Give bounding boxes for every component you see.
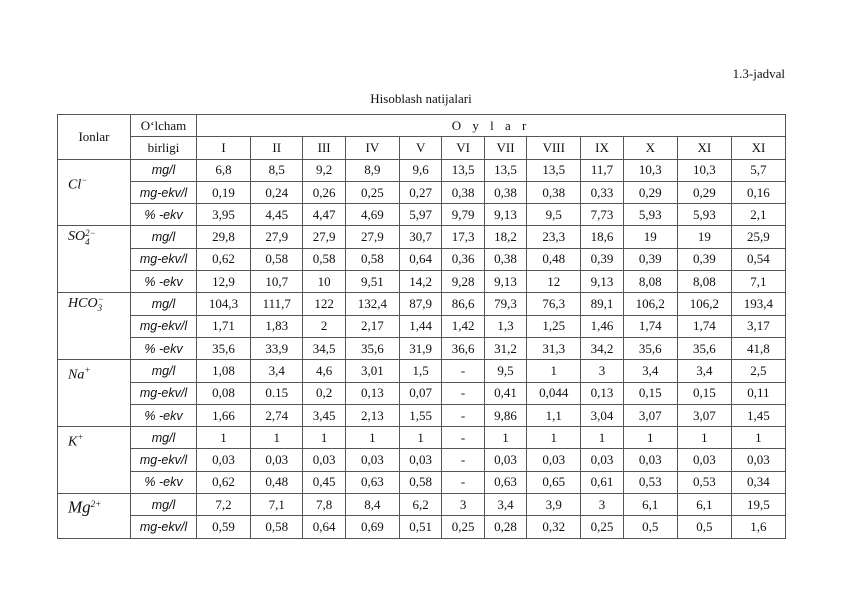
value-cell: 0,32 [527,516,581,538]
value-cell: 0,28 [484,516,526,538]
unit-cell: % -ekv [131,204,197,226]
ion-subscript: 4 [85,236,90,247]
value-cell: 33,9 [251,337,303,359]
value-cell: 1,25 [527,315,581,337]
value-cell: 1 [731,427,785,449]
value-cell: 1 [197,427,251,449]
value-cell: 0,59 [197,516,251,538]
value-cell: 0,11 [731,382,785,404]
ion-label [58,293,131,360]
value-cell: 5,97 [399,204,441,226]
value-cell: 0,03 [581,449,623,471]
ion-symbol: SO [68,229,86,245]
unit-cell: mg/l [131,159,197,181]
value-cell: 3,07 [677,404,731,426]
unit-cell: mg-ekv/l [131,516,197,538]
value-cell: 0,29 [677,181,731,203]
unit-cell: mg/l [131,360,197,382]
value-cell: 2 [303,315,345,337]
value-cell: 0,13 [345,382,399,404]
value-cell: 122 [303,293,345,315]
value-cell: 0,25 [442,516,484,538]
value-cell: - [442,471,484,493]
value-cell: 3 [442,494,484,516]
ion-symbol: K [68,434,78,450]
value-cell: 0,38 [484,248,526,270]
ion-symbol: Cl [68,176,82,192]
value-cell: 0,07 [399,382,441,404]
value-cell: 0,64 [303,516,345,538]
value-cell: 0,03 [484,449,526,471]
value-cell: 0,27 [399,181,441,203]
table-row [58,516,786,538]
value-cell: 0,39 [677,248,731,270]
value-cell: 0,58 [251,248,303,270]
value-cell: 0,58 [251,516,303,538]
value-cell: 9,13 [484,204,526,226]
value-cell: 104,3 [197,293,251,315]
value-cell: 1,83 [251,315,303,337]
value-cell: 0,044 [527,382,581,404]
value-cell: 1 [345,427,399,449]
ion-charge: − [97,294,104,305]
value-cell: 19 [623,226,677,248]
value-cell: 0,48 [527,248,581,270]
value-cell: 1 [527,427,581,449]
value-cell: 0,63 [484,471,526,493]
value-cell: 0,29 [623,181,677,203]
value-cell: 4,47 [303,204,345,226]
value-cell: 86,6 [442,293,484,315]
value-cell: 1,3 [484,315,526,337]
value-cell: 9,13 [484,271,526,293]
table-caption: Hisoblash natijalari [370,91,472,106]
value-cell: 1 [251,427,303,449]
value-cell: 35,6 [623,337,677,359]
value-cell: 12 [527,271,581,293]
value-cell: 2,5 [731,360,785,382]
value-cell: 12,9 [197,271,251,293]
value-cell: 0,5 [623,516,677,538]
ion-symbol: Mg [68,497,91,517]
value-cell: 1,71 [197,315,251,337]
header-month: II [251,137,303,159]
value-cell: 0,65 [527,471,581,493]
value-cell: 41,8 [731,337,785,359]
unit-cell: mg/l [131,427,197,449]
value-cell: 2,1 [731,204,785,226]
table-row [58,427,786,449]
value-cell: 106,2 [677,293,731,315]
ion-label [58,159,131,226]
unit-cell: mg-ekv/l [131,382,197,404]
header-unit-line1: O‘lcham [131,115,197,137]
value-cell: 9,28 [442,271,484,293]
value-cell: 0,54 [731,248,785,270]
value-cell: 3,04 [581,404,623,426]
value-cell: 14,2 [399,271,441,293]
value-cell: 0,03 [731,449,785,471]
unit-cell: % -ekv [131,471,197,493]
table-row [58,271,786,293]
ion-symbol: Na [68,367,85,383]
unit-cell: mg-ekv/l [131,449,197,471]
value-cell: 0,03 [677,449,731,471]
value-cell: 1 [677,427,731,449]
value-cell: 3,45 [303,404,345,426]
value-cell: 0,45 [303,471,345,493]
value-cell: 6,2 [399,494,441,516]
value-cell: 3,4 [251,360,303,382]
table-row [58,449,786,471]
value-cell: 0,15 [623,382,677,404]
value-cell: 89,1 [581,293,623,315]
value-cell: 76,3 [527,293,581,315]
value-cell: 35,6 [197,337,251,359]
header-unit-line2: birligi [131,137,197,159]
value-cell: - [442,404,484,426]
value-cell: 3,01 [345,360,399,382]
value-cell: 1,08 [197,360,251,382]
value-cell: 111,7 [251,293,303,315]
value-cell: 3,4 [677,360,731,382]
ion-label [58,494,131,539]
value-cell: 3,95 [197,204,251,226]
value-cell: 0,03 [399,449,441,471]
header-month: XI [731,137,785,159]
value-cell: 6,1 [623,494,677,516]
value-cell: 34,5 [303,337,345,359]
value-cell: 1 [303,427,345,449]
value-cell: 9,86 [484,404,526,426]
value-cell: 9,5 [484,360,526,382]
unit-cell: mg/l [131,293,197,315]
header-month: IX [581,137,623,159]
table-row [58,404,786,426]
value-cell: 0,24 [251,181,303,203]
value-cell: 2,13 [345,404,399,426]
ion-charge: 2+ [90,499,102,510]
value-cell: 25,9 [731,226,785,248]
value-cell: 1,55 [399,404,441,426]
value-cell: 0,38 [484,181,526,203]
unit-cell: mg-ekv/l [131,181,197,203]
value-cell: 5,93 [623,204,677,226]
value-cell: 0,48 [251,471,303,493]
ion-label [58,226,131,293]
value-cell: 3,4 [484,494,526,516]
value-cell: 1,5 [399,360,441,382]
value-cell: 31,3 [527,337,581,359]
value-cell: 0,53 [623,471,677,493]
value-cell: 0,62 [197,471,251,493]
value-cell: 1 [581,427,623,449]
table-row [58,337,786,359]
value-cell: 0,51 [399,516,441,538]
value-cell: 9,5 [527,204,581,226]
header-ions: Ionlar [58,115,131,160]
value-cell: 0,16 [731,181,785,203]
value-cell: 0,08 [197,382,251,404]
value-cell: 1 [623,427,677,449]
unit-cell: mg/l [131,226,197,248]
ion-charge: + [77,432,84,443]
value-cell: - [442,382,484,404]
value-cell: 34,2 [581,337,623,359]
table-row [58,494,786,516]
unit-cell: % -ekv [131,404,197,426]
value-cell: 3,4 [623,360,677,382]
value-cell: 17,3 [442,226,484,248]
header-month: X [623,137,677,159]
table-row [58,204,786,226]
value-cell: 0,03 [623,449,677,471]
value-cell: 132,4 [345,293,399,315]
ion-charge: + [84,365,91,376]
value-cell: 3,9 [527,494,581,516]
table-row [58,248,786,270]
value-cell: 9,2 [303,159,345,181]
value-cell: 10,3 [623,159,677,181]
value-cell: 29,8 [197,226,251,248]
value-cell: 10 [303,271,345,293]
value-cell: 0,63 [345,471,399,493]
header-month: VI [442,137,484,159]
value-cell: 30,7 [399,226,441,248]
value-cell: 4,45 [251,204,303,226]
value-cell: 0,5 [677,516,731,538]
value-cell: 1,66 [197,404,251,426]
value-cell: 11,7 [581,159,623,181]
value-cell: 1,46 [581,315,623,337]
value-cell: 31,2 [484,337,526,359]
value-cell: 3,07 [623,404,677,426]
ion-subscript: 3 [97,303,103,314]
table-row [58,181,786,203]
value-cell: 193,4 [731,293,785,315]
value-cell: 0,38 [442,181,484,203]
value-cell: 1 [484,427,526,449]
table-row [58,382,786,404]
value-cell: 8,08 [623,271,677,293]
value-cell: 0,58 [345,248,399,270]
value-cell: 0,15 [677,382,731,404]
table-row [58,159,786,181]
value-cell: 0,2 [303,382,345,404]
value-cell: 4,6 [303,360,345,382]
header-month: IV [345,137,399,159]
value-cell: 2,17 [345,315,399,337]
value-cell: 106,2 [623,293,677,315]
header-month: III [303,137,345,159]
value-cell: 10,7 [251,271,303,293]
value-cell: 0,03 [345,449,399,471]
value-cell: 27,9 [251,226,303,248]
unit-cell: % -ekv [131,337,197,359]
value-cell: 6,1 [677,494,731,516]
value-cell: 13,5 [442,159,484,181]
ion-label [58,360,131,427]
value-cell: 35,6 [677,337,731,359]
header-month: VII [484,137,526,159]
value-cell: 8,9 [345,159,399,181]
value-cell: 0,38 [527,181,581,203]
header-month: V [399,137,441,159]
value-cell: 0,25 [581,516,623,538]
value-cell: 1 [527,360,581,382]
value-cell: 35,6 [345,337,399,359]
header-month: I [197,137,251,159]
value-cell: 6,8 [197,159,251,181]
value-cell: 27,9 [303,226,345,248]
value-cell: 7,8 [303,494,345,516]
value-cell: 8,08 [677,271,731,293]
value-cell: 13,5 [527,159,581,181]
value-cell: 18,6 [581,226,623,248]
value-cell: 10,3 [677,159,731,181]
value-cell: 3,17 [731,315,785,337]
value-cell: 7,2 [197,494,251,516]
value-cell: 0,58 [399,471,441,493]
ion-symbol: HCO [68,296,98,312]
value-cell: 18,2 [484,226,526,248]
value-cell: 1,1 [527,404,581,426]
value-cell: 1,6 [731,516,785,538]
ion-label [58,427,131,494]
value-cell: 0,36 [442,248,484,270]
value-cell: - [442,360,484,382]
value-cell: 27,9 [345,226,399,248]
value-cell: 87,9 [399,293,441,315]
value-cell: 9,13 [581,271,623,293]
value-cell: 9,6 [399,159,441,181]
value-cell: 19 [677,226,731,248]
value-cell: 7,73 [581,204,623,226]
table-row [58,471,786,493]
value-cell: 1 [399,427,441,449]
value-cell: 8,5 [251,159,303,181]
value-cell: - [442,449,484,471]
value-cell: 7,1 [731,271,785,293]
unit-cell: % -ekv [131,271,197,293]
value-cell: 0,25 [345,181,399,203]
value-cell: 0,39 [623,248,677,270]
value-cell: 1,44 [399,315,441,337]
unit-cell: mg/l [131,494,197,516]
value-cell: 0,41 [484,382,526,404]
value-cell: 9,79 [442,204,484,226]
value-cell: 3 [581,360,623,382]
table-row [58,226,786,248]
value-cell: 0,53 [677,471,731,493]
value-cell: 5,93 [677,204,731,226]
value-cell: 0,61 [581,471,623,493]
value-cell: 0,62 [197,248,251,270]
value-cell: 7,1 [251,494,303,516]
value-cell: 1,74 [623,315,677,337]
value-cell: 8,4 [345,494,399,516]
value-cell: 4,69 [345,204,399,226]
value-cell: 1,45 [731,404,785,426]
value-cell: 36,6 [442,337,484,359]
value-cell: 0,03 [197,449,251,471]
value-cell: 2,74 [251,404,303,426]
value-cell: 5,7 [731,159,785,181]
value-cell: 0,13 [581,382,623,404]
value-cell: 3 [581,494,623,516]
value-cell: 0,03 [527,449,581,471]
table-row [58,293,786,315]
value-cell: 79,3 [484,293,526,315]
value-cell: 0,03 [303,449,345,471]
table-row [58,360,786,382]
unit-cell: mg-ekv/l [131,248,197,270]
value-cell: 13,5 [484,159,526,181]
value-cell: 1,42 [442,315,484,337]
unit-cell: mg-ekv/l [131,315,197,337]
value-cell: 0.15 [251,382,303,404]
ion-charge: − [81,174,88,185]
ion-charge: 2− [85,227,96,238]
header-months-group: O y l a r [197,115,786,137]
value-cell: 23,3 [527,226,581,248]
table-number: 1.3-jadval [732,66,785,81]
value-cell: 1,74 [677,315,731,337]
value-cell: 0,39 [581,248,623,270]
header-month: VIII [527,137,581,159]
value-cell: 0,34 [731,471,785,493]
value-cell: 0,03 [251,449,303,471]
results-table [57,114,786,539]
value-cell: 31,9 [399,337,441,359]
value-cell: 19,5 [731,494,785,516]
value-cell: 0,69 [345,516,399,538]
table-row [58,315,786,337]
value-cell: - [442,427,484,449]
value-cell: 0,64 [399,248,441,270]
value-cell: 0,19 [197,181,251,203]
value-cell: 9,51 [345,271,399,293]
header-month: XI [677,137,731,159]
value-cell: 0,33 [581,181,623,203]
value-cell: 0,58 [303,248,345,270]
value-cell: 0,26 [303,181,345,203]
